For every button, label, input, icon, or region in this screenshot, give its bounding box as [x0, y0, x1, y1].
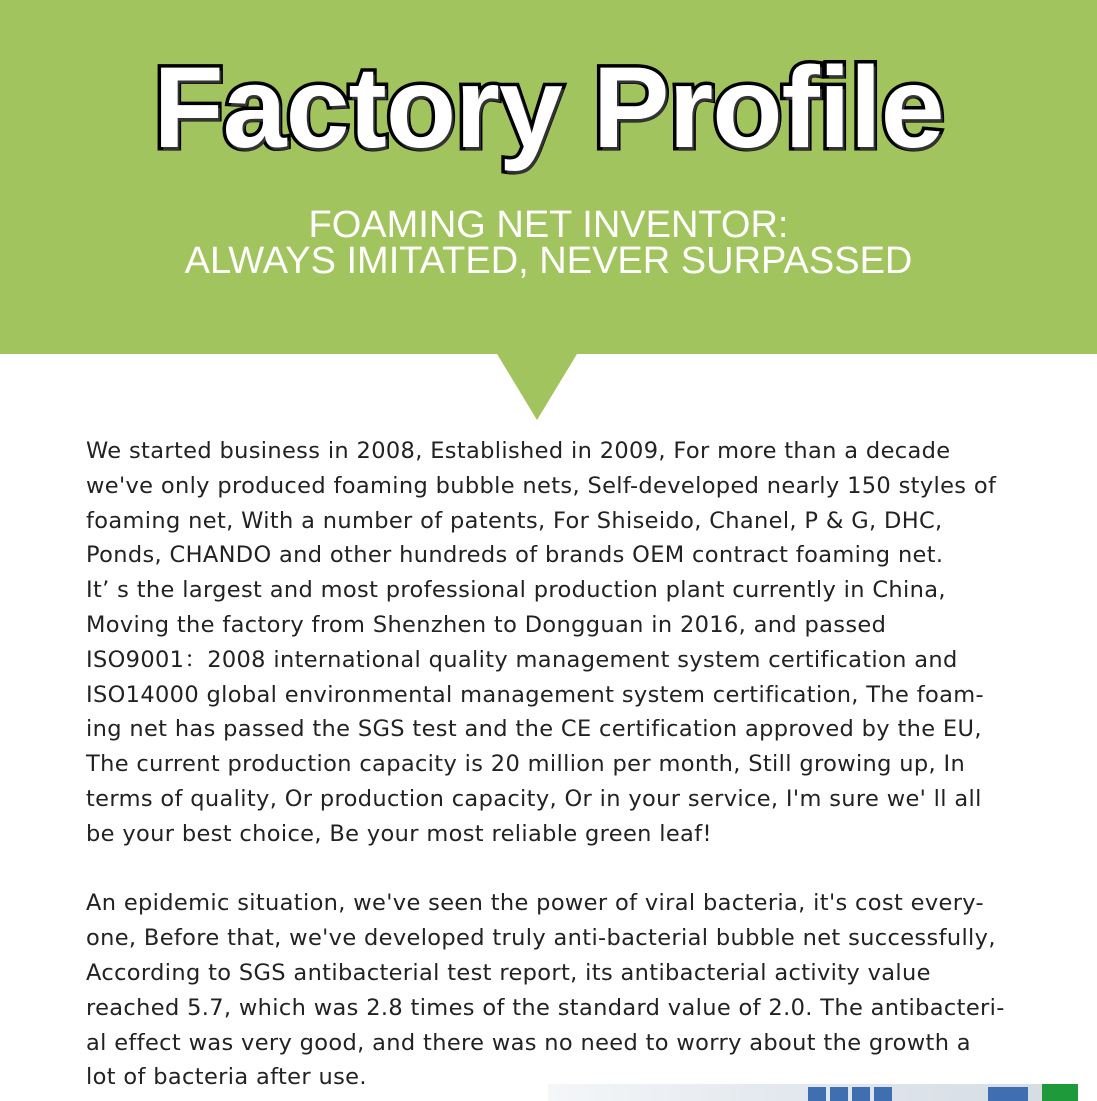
- building-window: [988, 1087, 1028, 1101]
- text-line: ing net has passed the SGS test and the CE certification approved by the EU,: [86, 716, 982, 743]
- text-line: The current production capacity is 20 million per month, Still growing up, In: [86, 751, 966, 778]
- building-window: [874, 1087, 892, 1101]
- text-line: we've only produced foaming bubble nets, Self-developed nearly 150 styles of: [86, 472, 997, 499]
- subtitle-line-1: FOAMING NET INVENTOR:: [308, 204, 789, 246]
- text-line: lot of bacteria after use.: [86, 1064, 367, 1091]
- text-line: Moving the factory from Shenzhen to Dongguan in 2016, and passed: [86, 611, 887, 638]
- subtitle-line-2: ALWAYS IMITATED, NEVER SURPASSED: [184, 240, 913, 282]
- factory-photo: [548, 1084, 1078, 1101]
- paragraph-gap: [86, 852, 1026, 887]
- text-line: ISO9001：2008 international quality management system certification and: [86, 646, 958, 673]
- building-window: [830, 1087, 848, 1101]
- text-line: According to SGS antibacterial test report, its antibacterial activity value: [86, 959, 931, 986]
- text-line: We started business in 2008, Established in 2009, For more than a decade: [86, 438, 951, 464]
- text-line: al effect was very good, and there was no need to worry about the growth a: [86, 1029, 971, 1056]
- header-banner: [0, 0, 1097, 354]
- text-line: ISO14000 global environmental management system certification, The foam-: [86, 681, 984, 708]
- text-line: Ponds, CHANDO and other hundreds of brands OEM contract foaming net.: [86, 542, 944, 569]
- text-line: reached 5.7, which was 2.8 times of the standard value of 2.0. The antibacteri-: [86, 994, 1005, 1021]
- banner-pointer: [497, 354, 577, 420]
- text-line: foaming net, With a number of patents, For Shiseido, Chanel, P & G, DHC,: [86, 507, 943, 534]
- building-window: [808, 1087, 826, 1101]
- paragraph-history: [86, 434, 1026, 852]
- text-line: one, Before that, we've developed truly anti-bacterial bubble net successfully,: [86, 925, 996, 952]
- building-window: [852, 1087, 870, 1101]
- factory-sign: [1042, 1084, 1078, 1101]
- text-line: be your best choice, Be your most reliable green leaf!: [86, 820, 712, 847]
- text-line: An epidemic situation, we've seen the power of viral bacteria, it's cost every-: [86, 890, 985, 917]
- paragraph-antibacterial: [86, 886, 1026, 1095]
- page-title: Factory Profile: [153, 44, 944, 172]
- text-line: terms of quality, Or production capacity, Or in your service, I'm sure we' ll all: [86, 785, 982, 812]
- company-description: [86, 434, 1026, 1095]
- page-subtitle: [0, 204, 1097, 282]
- text-line: It’ s the largest and most professional production plant currently in China,: [86, 577, 946, 604]
